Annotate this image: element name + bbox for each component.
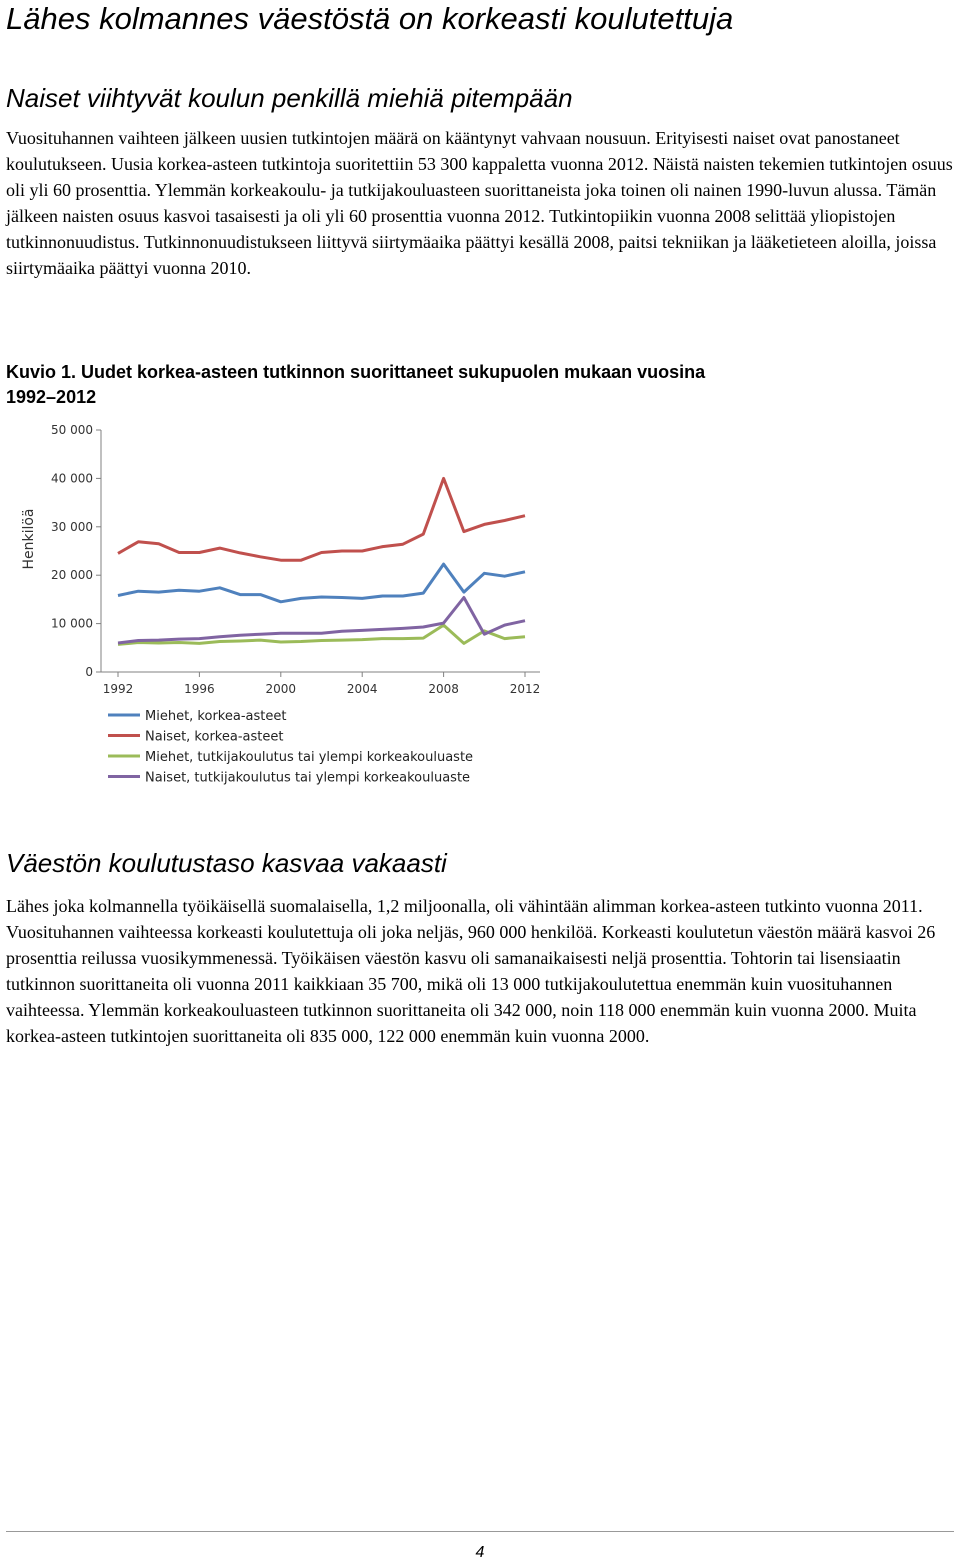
x-tick-label: 1992 [102, 682, 134, 696]
main-heading: Lähes kolmannes väestöstä on korkeasti koulutettuja [6, 1, 734, 36]
y-tick-label: 30 000 [51, 519, 93, 534]
footer-divider [6, 1531, 954, 1532]
y-tick-label: 20 000 [51, 568, 93, 583]
series-line-2 [118, 478, 525, 560]
x-tick-label: 1996 [184, 682, 215, 696]
y-tick-label: 50 000 [51, 423, 93, 437]
y-tick-label: 10 000 [51, 616, 93, 631]
section1-paragraph: Vuosituhannen vaihteen jälkeen uusien tutkintojen määrä on kääntynyt vahvaan nousuun. Erityisesti naiset ovat panostaneet koulutukseen. Uusia korkea-asteen tutkintoja suoritettiin 53 300 kappaletta vuonna 2012. Näistä naisten tekemien tutkintojen osuus oli yli 60 prosenttia. Ylemmän korkeakoulu- ja tutkijakouluasteen suorittaneista joka toinen oli nainen 1990-luvun alussa. Tämän jälkeen naisten osuus kasvoi tasaisesti ja oli yli 60 prosenttia vuonna 2012. Tutkintopiikin vuonna 2008 selittää yliopistojen tutkinnonuudistus. Tutkinnonuudistukseen liittyvä siirtymäaika päättyi kesällä 2008, paitsi tekniikan ja lääketieteen aloilla, joissa siirtymäaika päättyi vuonna 2010. [6, 128, 953, 278]
y-tick-label: 0 [85, 665, 93, 679]
y-axis-label: Henkilöä [21, 508, 37, 570]
legend-label-4: Naiset, tutkijakoulutus tai ylempi korkeakouluaste [145, 770, 471, 786]
y-tick-label: 40 000 [51, 471, 93, 486]
x-tick-label: 2008 [428, 682, 459, 696]
legend-label-3: Miehet, tutkijakoulutus tai ylempi korkeakouluaste [145, 750, 474, 765]
legend-label-2: Naiset, korkea-asteet [145, 729, 284, 745]
page-number: 4 [475, 1544, 485, 1561]
legend-label-1: Miehet, korkea-asteet [145, 709, 287, 724]
x-tick-label: 2004 [346, 682, 378, 696]
section2-paragraph: Lähes joka kolmannella työikäisellä suomalaisella, 1,2 miljoonalla, oli vähintään alimman korkea-asteen tutkinto vuonna 2011. Vuosituhannen vaihteessa korkeasti koulutettuja oli joka neljäs, 960 000 henkilöä. Korkeasti koulutetun väestön määrä kasvoi 26 prosenttia reilussa vuosikymmenessä. Työikäisen väestön kasvu oli samanaikaisesti neljä prosenttia. Tohtorin tai lisensiaatin tutkinnon suorittaneita oli vuonna 2011 kaikkiaan 35 700, mikä oli 13 000 tutkijakoulutettua enemmän kuin vuosituhannen vaihteessa. Ylemmän korkeakouluasteen tutkinnon suorittaneita oli 342 000, noin 118 000 enemmän kuin vuonna 2000. Muita korkea-asteen tutkintojen suorittaneita oli 835 000, 122 000 enemmän kuin vuonna 2000. [6, 896, 936, 1046]
figure-caption: Kuvio 1. Uudet korkea-asteen tutkinnon suorittaneet sukupuolen mukaan vuosina 1992–2012 [6, 362, 706, 407]
x-tick-label: 2012 [509, 682, 541, 696]
section-heading-women-study: Naiset viihtyvät koulun penkillä miehiä pitempään [6, 83, 573, 113]
x-tick-label: 2000 [265, 682, 297, 696]
line-chart [0, 415, 560, 795]
series-line-4 [118, 598, 525, 644]
section-heading-education-level: Väestön koulutustaso kasvaa vakaasti [6, 848, 447, 878]
